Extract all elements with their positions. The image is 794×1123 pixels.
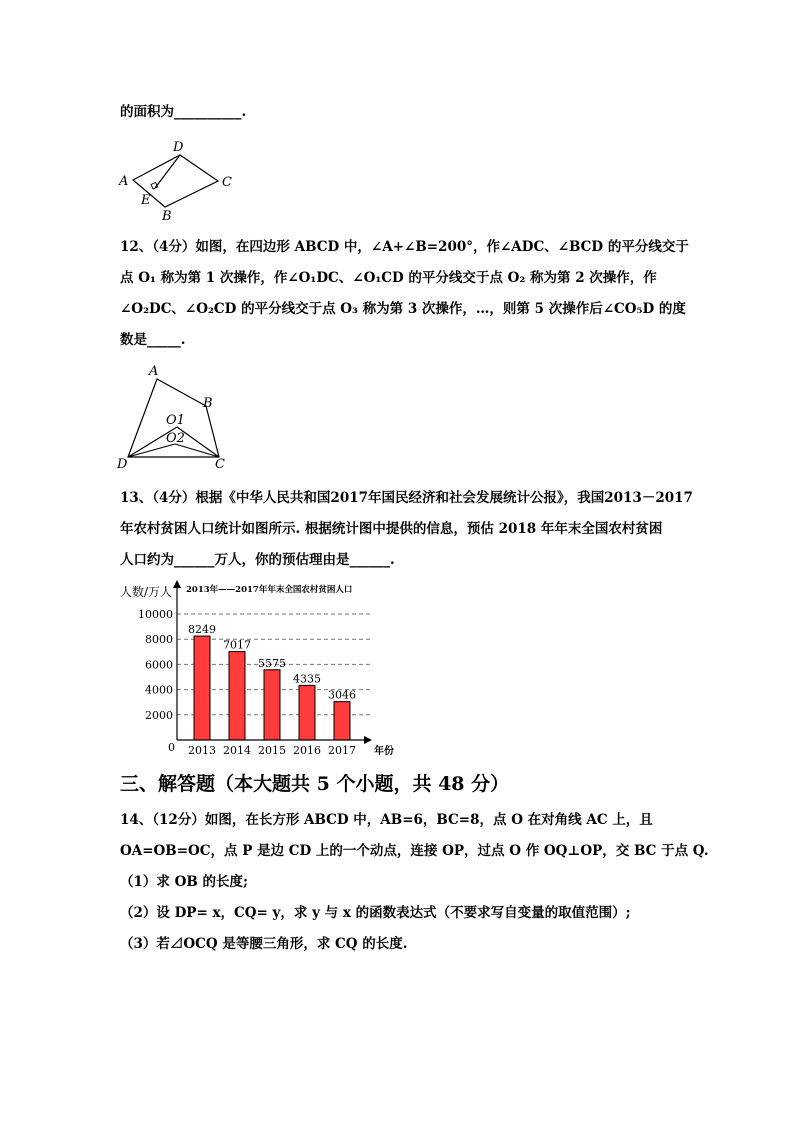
chart-bar-2017 xyxy=(334,702,350,740)
q11-period: . xyxy=(241,104,247,120)
q11-label-a: A xyxy=(119,174,129,189)
chart-y-tick-label: 10000 xyxy=(138,608,173,621)
q11-label-d: D xyxy=(173,140,184,155)
q12-figure xyxy=(115,362,245,474)
q14-part-2: （2）设 DP= x，CQ= y，求 y 与 x 的函数表达式（不要求写自变量的取值范围）; xyxy=(120,905,631,921)
q12-label-b: B xyxy=(203,396,213,411)
q11-area-line xyxy=(120,102,246,122)
q11-segment-de xyxy=(155,155,180,188)
chart-bars xyxy=(194,636,350,740)
q12-label-o2: O2 xyxy=(166,431,185,446)
chart-y-tick-label: 2000 xyxy=(145,708,173,722)
chart-x-tick-label: 2016 xyxy=(293,744,321,757)
q12-line-3: ∠O₂DC、∠O₂CD 的平分线交于点 O₃ 称为第 3 次操作，…，则第 5 次操作后∠CO₅D 的度 xyxy=(120,301,686,317)
q13-line-2: 年农村贫困人口统计如图所示. 根据统计图中提供的信息，预估 2018 年年末全国农村贫困 xyxy=(120,521,663,537)
chart-x-ticks xyxy=(188,744,356,757)
poverty-bar-chart xyxy=(120,578,410,763)
q12-label-c: C xyxy=(215,457,225,472)
q12-label-o1: O1 xyxy=(166,413,185,428)
chart-bar-2014 xyxy=(229,652,245,740)
chart-x-tick-label: 2015 xyxy=(258,744,286,757)
q11-text: 的面积为 xyxy=(120,104,174,120)
q11-label-b: B xyxy=(162,209,172,224)
chart-y-label: 人数/万人 xyxy=(120,585,173,599)
chart-y-axis-arrow xyxy=(173,580,181,588)
chart-y-tick-label: 4000 xyxy=(145,683,173,697)
section-3-heading: 三、解答题（本大题共 5 个小题，共 48 分） xyxy=(120,773,510,795)
q12-line-2: 点 O₁ 称为第 1 次操作，作∠O₁DC、∠O₁CD 的平分线交于点 O₂ 称为第 2 次操作，作 xyxy=(120,270,657,286)
chart-data-label: 8249 xyxy=(188,623,216,637)
q11-label-c: C xyxy=(222,175,232,190)
q11-right-angle-mark xyxy=(151,182,158,189)
q12-line-1: 12、（4分）如图，在四边形 ABCD 中，∠A+∠B=200°，作∠ADC、∠BCD 的平分线交于 xyxy=(120,239,689,255)
q11-answer-blank: __________ xyxy=(174,104,242,120)
q14-part-3: （3）若⊿OCQ 是等腰三角形，求 CQ 的长度. xyxy=(120,936,408,952)
chart-bar-2015 xyxy=(264,670,280,740)
chart-y-tick-label: 6000 xyxy=(145,658,173,672)
chart-y-tick-label: 8000 xyxy=(145,633,173,647)
chart-x-tick-label: 2014 xyxy=(223,744,251,757)
q14-line-2: OA=OB=OC，点 P 是边 CD 上的一个动点，连接 OP，过点 O 作 OQ⊥OP，交 BC 于点 Q. xyxy=(120,843,709,859)
q13-line-3: 人口约为______万人，你的预估理由是______. xyxy=(120,552,395,568)
q12-label-d: D xyxy=(117,457,128,472)
q14-part-1: （1）求 OB 的长度; xyxy=(120,874,248,890)
q11-label-e: E xyxy=(141,193,151,208)
chart-title: 2013年——2017年年末全国农村贫困人口 xyxy=(186,585,353,595)
chart-data-label: 4335 xyxy=(293,672,321,686)
q11-figure xyxy=(115,138,245,222)
chart-origin-label: 0 xyxy=(168,741,175,754)
chart-x-axis-arrow xyxy=(364,736,372,744)
chart-x-tick-label: 2013 xyxy=(188,744,216,757)
chart-data-label: 3046 xyxy=(328,688,356,702)
chart-y-ticks xyxy=(138,608,173,722)
q12-label-a: A xyxy=(149,364,159,379)
q13-line-1: 13、（4分）根据《中华人民共和国2017年国民经济和社会发展统计公报》，我国2013－2017 xyxy=(120,490,693,506)
chart-x-label: 年份 xyxy=(374,746,394,757)
chart-bar-2013 xyxy=(194,636,210,740)
q14-line-1: 14、（12分）如图，在长方形 ABCD 中，AB=6，BC=8，点 O 在对角线 AC 上，且 xyxy=(120,812,653,828)
chart-x-tick-label: 2017 xyxy=(328,744,356,757)
chart-data-label: 7017 xyxy=(223,638,251,652)
chart-data-label: 5575 xyxy=(258,656,286,670)
chart-bar-2016 xyxy=(299,685,315,740)
q12-line-4: 数是_____. xyxy=(120,332,186,348)
